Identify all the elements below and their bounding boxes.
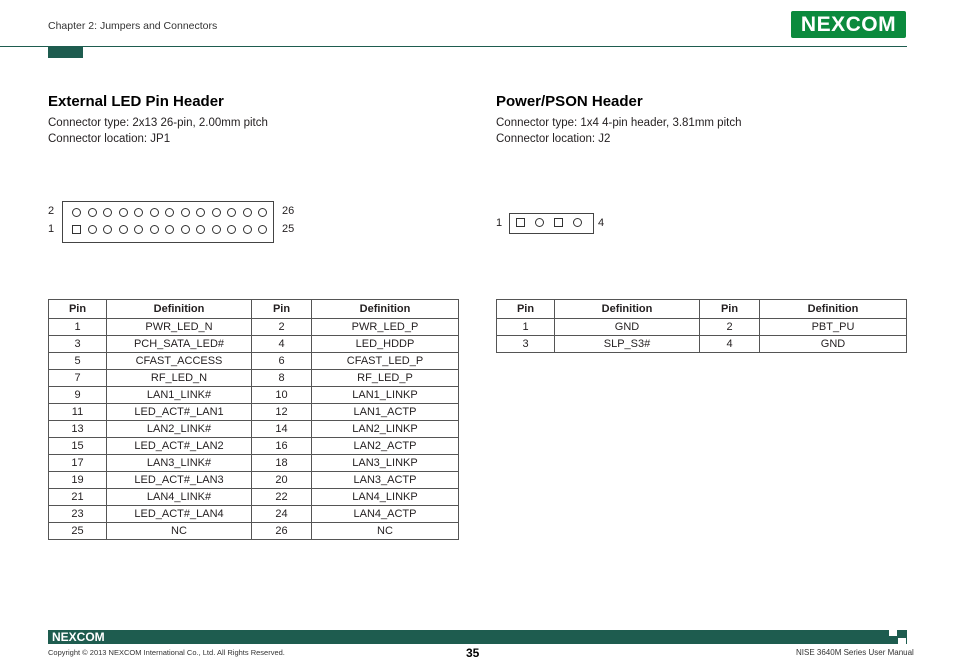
pin-circle-icon bbox=[134, 225, 143, 234]
pin-number-cell: 2 bbox=[252, 319, 312, 336]
pin-definition-cell: PBT_PU bbox=[760, 319, 907, 336]
table-row bbox=[49, 404, 459, 421]
pin-number-cell: 24 bbox=[252, 506, 312, 523]
pin-definition-cell: LAN2_ACTP bbox=[312, 438, 459, 455]
copyright-text: Copyright © 2013 NEXCOM International Co., Ltd. All Rights Reserved. bbox=[48, 648, 285, 657]
pin-circle-icon bbox=[212, 208, 221, 217]
pin-definition-cell: LED_ACT#_LAN2 bbox=[107, 438, 252, 455]
pin-square-icon bbox=[516, 218, 525, 227]
pin-circle-icon bbox=[103, 208, 112, 217]
pin-number-cell: 4 bbox=[700, 336, 760, 353]
pin-number-cell: 14 bbox=[252, 421, 312, 438]
pin-circle-icon bbox=[88, 208, 97, 217]
pin-circle-icon bbox=[196, 225, 205, 234]
col-header-definition: Definition bbox=[555, 300, 700, 319]
header-accent-bar bbox=[48, 46, 83, 58]
jp1-connector-diagram bbox=[62, 201, 274, 243]
pin-definition-cell: PCH_SATA_LED# bbox=[107, 336, 252, 353]
col-header-definition: Definition bbox=[760, 300, 907, 319]
pin-circle-icon bbox=[258, 225, 267, 234]
table-row bbox=[49, 438, 459, 455]
pin-number-cell: 15 bbox=[49, 438, 107, 455]
chapter-title: Chapter 2: Jumpers and Connectors bbox=[48, 20, 218, 32]
pin-definition-cell: SLP_S3# bbox=[555, 336, 700, 353]
pin-circle-icon bbox=[150, 208, 159, 217]
pin-number-cell: 6 bbox=[252, 353, 312, 370]
pin-definition-cell: LAN4_LINKP bbox=[312, 489, 459, 506]
pin-number-cell: 17 bbox=[49, 455, 107, 472]
table-row bbox=[49, 523, 459, 540]
pin-circle-icon bbox=[119, 208, 128, 217]
pin-definition-cell: LED_ACT#_LAN3 bbox=[107, 472, 252, 489]
pin-number-cell: 20 bbox=[252, 472, 312, 489]
col-header-pin: Pin bbox=[252, 300, 312, 319]
pin-circle-icon bbox=[535, 218, 544, 227]
pin-circle-icon bbox=[165, 225, 174, 234]
col-header-definition: Definition bbox=[312, 300, 459, 319]
nexcom-logo: NEXCOM bbox=[791, 11, 906, 38]
pin-definition-cell: LAN3_ACTP bbox=[312, 472, 459, 489]
pin-circle-icon bbox=[72, 208, 81, 217]
pin-definition-cell: LAN4_LINK# bbox=[107, 489, 252, 506]
pin-definition-cell: GND bbox=[760, 336, 907, 353]
pin-label-25: 25 bbox=[282, 223, 295, 235]
pin-circle-icon bbox=[258, 208, 267, 217]
table-row bbox=[49, 455, 459, 472]
pin-circle-icon bbox=[227, 208, 236, 217]
pin-definition-cell: LED_ACT#_LAN4 bbox=[107, 506, 252, 523]
pin-circle-icon bbox=[227, 225, 236, 234]
pin-definition-cell: NC bbox=[312, 523, 459, 540]
col-header-definition: Definition bbox=[107, 300, 252, 319]
pin-label-2: 2 bbox=[48, 205, 55, 217]
pin-definition-cell: PWR_LED_N bbox=[107, 319, 252, 336]
pin-number-cell: 8 bbox=[252, 370, 312, 387]
pin-definition-cell: GND bbox=[555, 319, 700, 336]
pin-number-cell: 26 bbox=[252, 523, 312, 540]
connector-type: Connector type: 2x13 26-pin, 2.00mm pitch bbox=[48, 117, 268, 129]
pin-number-cell: 23 bbox=[49, 506, 107, 523]
pin-definition-cell: LAN2_LINKP bbox=[312, 421, 459, 438]
pin-circle-icon bbox=[212, 225, 221, 234]
pin-definition-cell: LAN3_LINKP bbox=[312, 455, 459, 472]
pin-number-cell: 2 bbox=[700, 319, 760, 336]
connector-location: Connector location: J2 bbox=[496, 133, 611, 145]
pin-definition-cell: LED_HDDP bbox=[312, 336, 459, 353]
footer-nexcom-logo: NEXCOM bbox=[52, 630, 105, 644]
pin-number-cell: 11 bbox=[49, 404, 107, 421]
pin-number-cell: 3 bbox=[49, 336, 107, 353]
pin-number-cell: 18 bbox=[252, 455, 312, 472]
pin-definition-cell: CFAST_ACCESS bbox=[107, 353, 252, 370]
pin-label-1: 1 bbox=[48, 223, 55, 235]
col-header-pin: Pin bbox=[497, 300, 555, 319]
footer-square-icon bbox=[889, 630, 897, 636]
jp1-pin-table bbox=[48, 299, 459, 540]
pin-number-cell: 1 bbox=[49, 319, 107, 336]
table-row bbox=[49, 472, 459, 489]
pin-number-cell: 22 bbox=[252, 489, 312, 506]
pin-number-cell: 1 bbox=[497, 319, 555, 336]
pin-number-cell: 16 bbox=[252, 438, 312, 455]
table-row bbox=[49, 506, 459, 523]
col-header-pin: Pin bbox=[49, 300, 107, 319]
connector-location: Connector location: JP1 bbox=[48, 133, 171, 145]
header-rule bbox=[0, 46, 907, 47]
pin-number-cell: 19 bbox=[49, 472, 107, 489]
pin-definition-cell: LAN1_LINKP bbox=[312, 387, 459, 404]
table-row bbox=[497, 336, 907, 353]
pin-definition-cell: NC bbox=[107, 523, 252, 540]
pin-number-cell: 21 bbox=[49, 489, 107, 506]
pin-circle-icon bbox=[88, 225, 97, 234]
pin-number-cell: 9 bbox=[49, 387, 107, 404]
pin-definition-cell: LAN4_ACTP bbox=[312, 506, 459, 523]
pin-number-cell: 3 bbox=[497, 336, 555, 353]
pin-circle-icon bbox=[243, 225, 252, 234]
page-number: 35 bbox=[466, 646, 480, 660]
connector-type: Connector type: 1x4 4-pin header, 3.81mm pitch bbox=[496, 117, 742, 129]
pin-circle-icon bbox=[103, 225, 112, 234]
table-row bbox=[49, 421, 459, 438]
table-row bbox=[49, 370, 459, 387]
pin-circle-icon bbox=[134, 208, 143, 217]
table-row bbox=[49, 353, 459, 370]
table-row bbox=[49, 319, 459, 336]
section-title-power-pson: Power/PSON Header bbox=[496, 93, 643, 110]
pin-circle-icon bbox=[243, 208, 252, 217]
pin-label-1: 1 bbox=[496, 217, 503, 229]
pin-definition-cell: LED_ACT#_LAN1 bbox=[107, 404, 252, 421]
pin-number-cell: 7 bbox=[49, 370, 107, 387]
col-header-pin: Pin bbox=[700, 300, 760, 319]
j2-pin-table bbox=[496, 299, 907, 353]
pin-definition-cell: RF_LED_N bbox=[107, 370, 252, 387]
footer-square-icon bbox=[898, 638, 906, 644]
pin-definition-cell: PWR_LED_P bbox=[312, 319, 459, 336]
pin-circle-icon bbox=[119, 225, 128, 234]
pin-square-icon bbox=[554, 218, 563, 227]
pin-definition-cell: RF_LED_P bbox=[312, 370, 459, 387]
pin-circle-icon bbox=[181, 225, 190, 234]
pin-label-4: 4 bbox=[598, 217, 605, 229]
pin-number-cell: 4 bbox=[252, 336, 312, 353]
pin-number-cell: 5 bbox=[49, 353, 107, 370]
pin-number-cell: 10 bbox=[252, 387, 312, 404]
pin-number-cell: 13 bbox=[49, 421, 107, 438]
pin-number-cell: 25 bbox=[49, 523, 107, 540]
pin-definition-cell: LAN1_ACTP bbox=[312, 404, 459, 421]
pin-circle-icon bbox=[165, 208, 174, 217]
pin-definition-cell: LAN2_LINK# bbox=[107, 421, 252, 438]
section-title-external-led: External LED Pin Header bbox=[48, 93, 224, 110]
table-row bbox=[49, 387, 459, 404]
pin-circle-icon bbox=[181, 208, 190, 217]
pin-definition-cell: CFAST_LED_P bbox=[312, 353, 459, 370]
pin-definition-cell: LAN1_LINK# bbox=[107, 387, 252, 404]
table-row bbox=[49, 336, 459, 353]
pin-circle-icon bbox=[150, 225, 159, 234]
manual-title: NISE 3640M Series User Manual bbox=[796, 648, 914, 657]
pin-square-icon bbox=[72, 225, 81, 234]
table-row bbox=[49, 489, 459, 506]
table-row bbox=[497, 319, 907, 336]
pin-number-cell: 12 bbox=[252, 404, 312, 421]
pin-label-26: 26 bbox=[282, 205, 295, 217]
j2-connector-diagram bbox=[509, 213, 594, 234]
footer-bar bbox=[48, 630, 907, 644]
pin-definition-cell: LAN3_LINK# bbox=[107, 455, 252, 472]
pin-circle-icon bbox=[573, 218, 582, 227]
pin-circle-icon bbox=[196, 208, 205, 217]
